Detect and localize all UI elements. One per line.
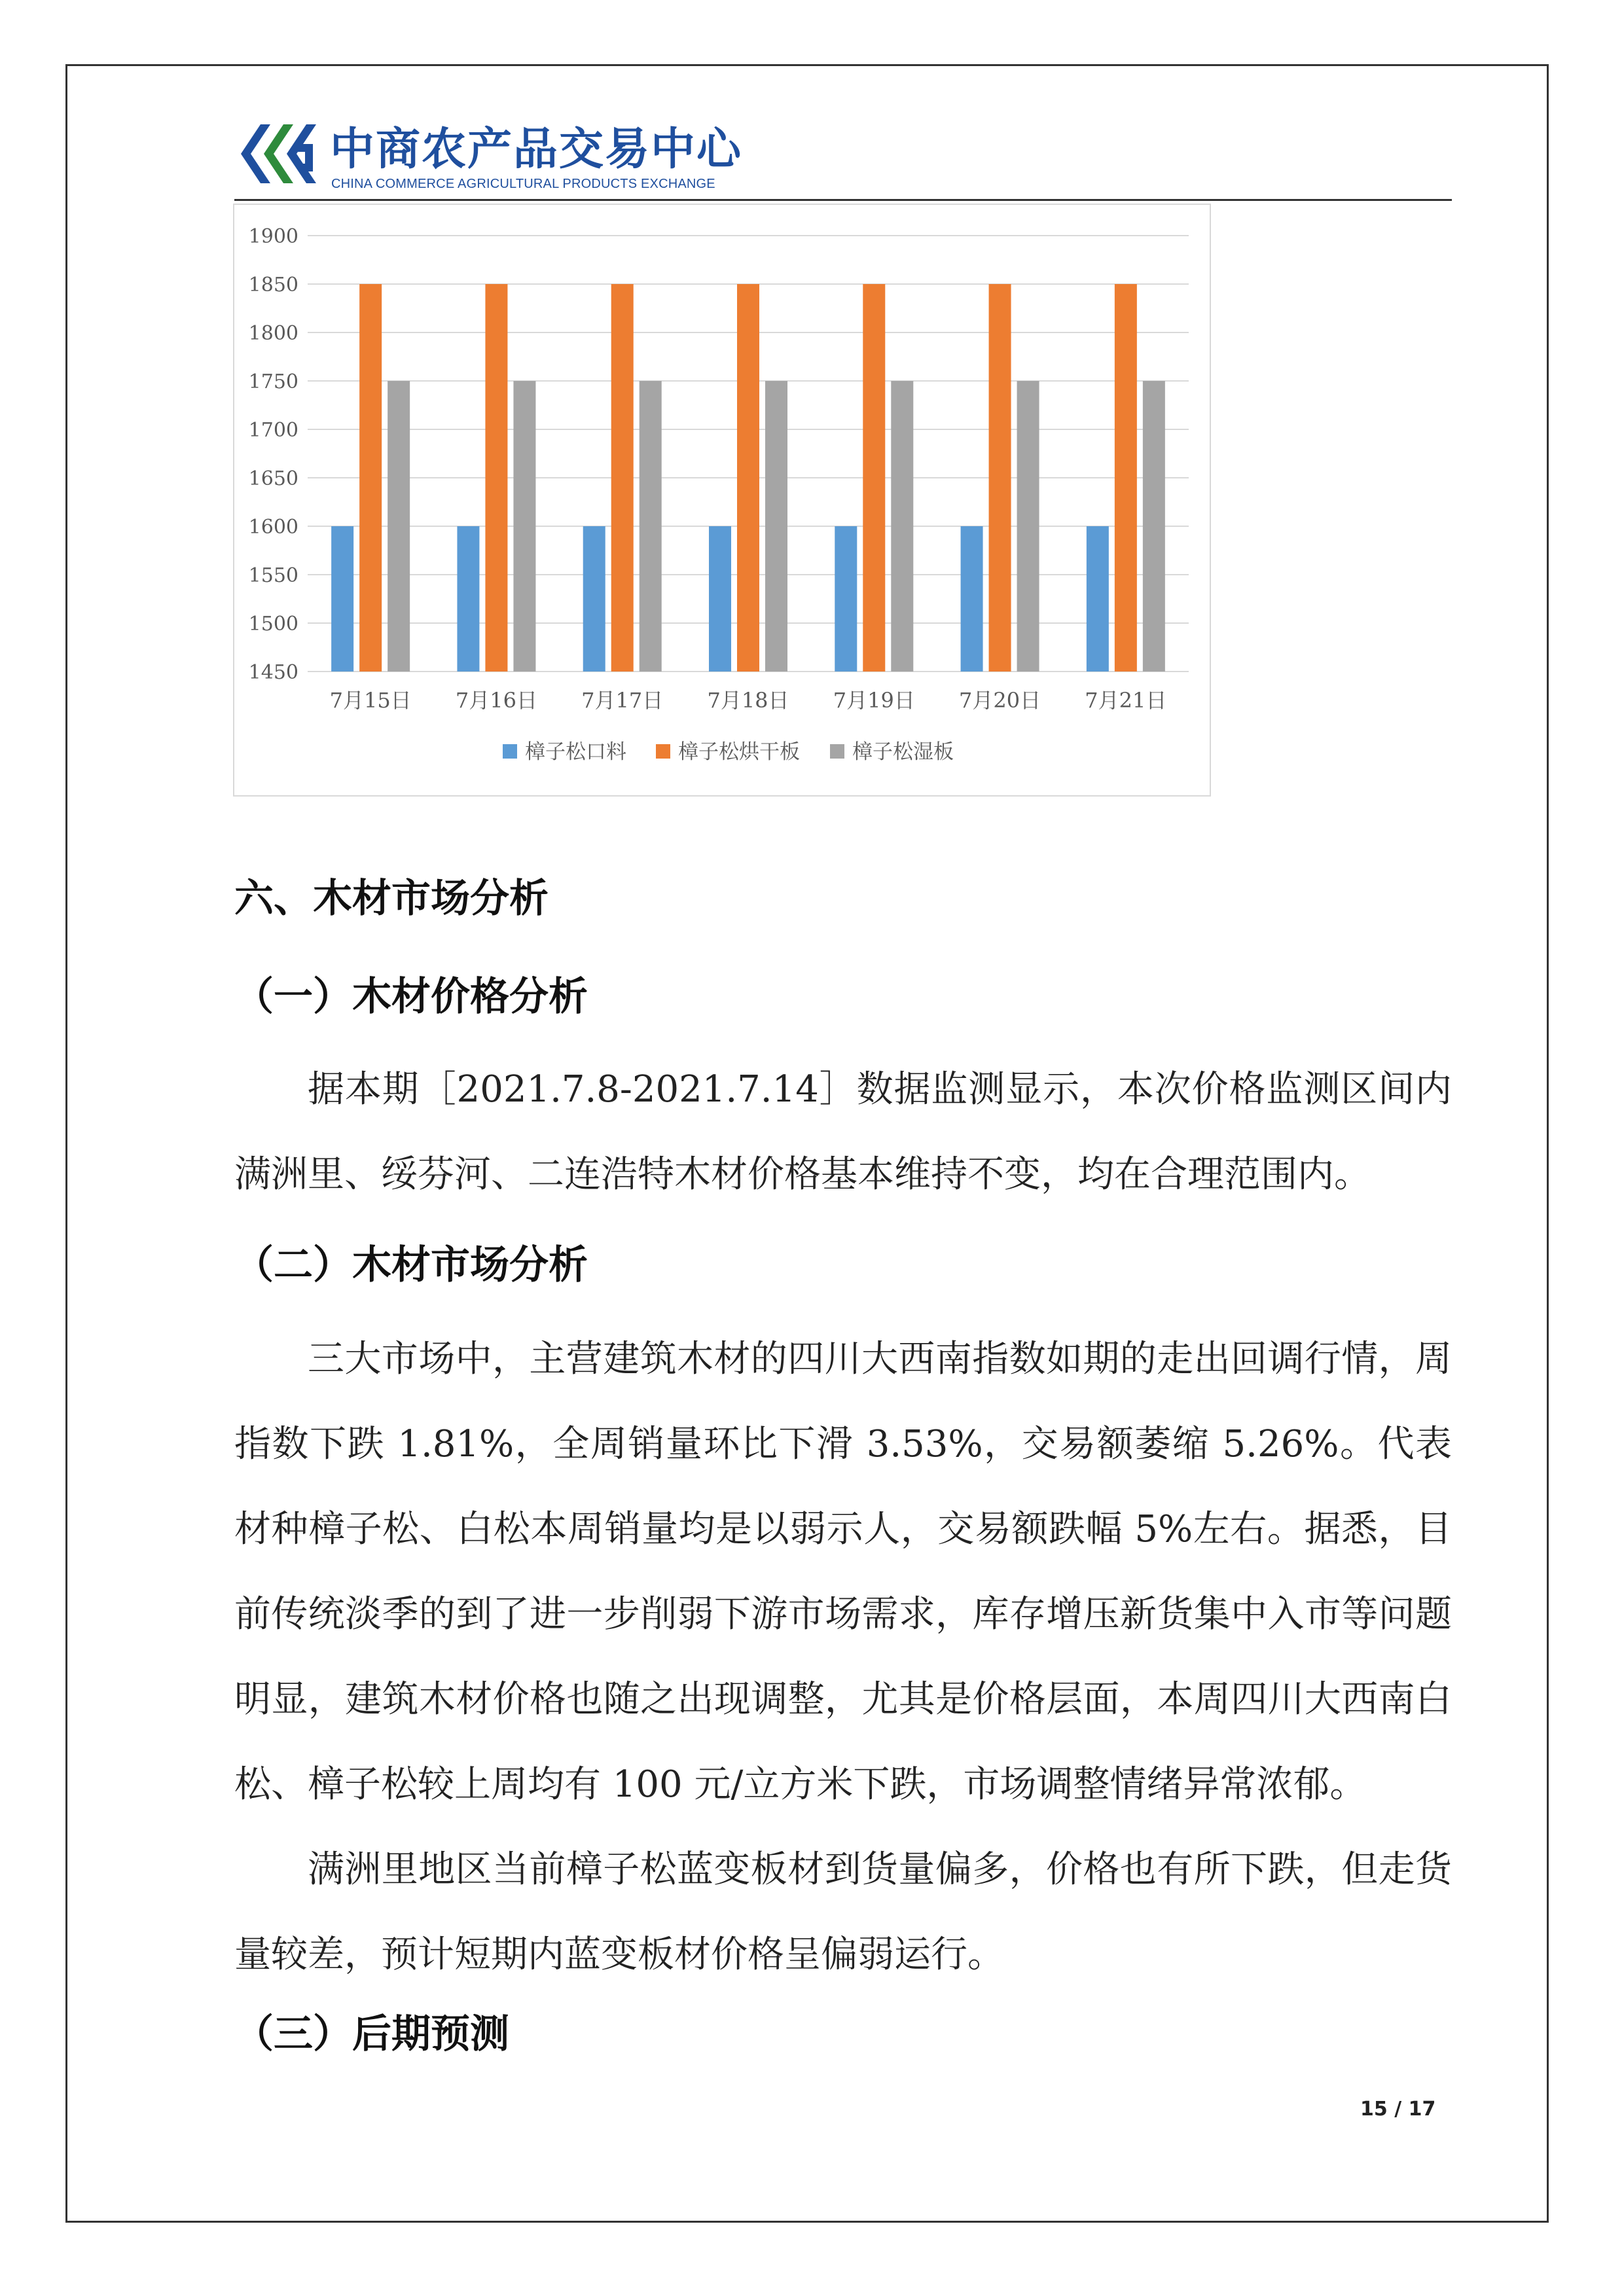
paragraph-market-analysis: 三大市场中，主营建筑木材的四川大西南指数如期的走出回调行情，周指数下跌 1.81%，全周销量环比下滑 3.53%，交易额萎缩 5.26%。代表材种樟子松、白松本周销量均是以弱示人，交易额跌幅 5%左右。据悉，目前传统淡季的到了进一步削弱下游市场需求，库存增压新货集中入市等问题明显，建筑木材价格也随之出现调整，尤其是价格层面，本周四川大西南白松、樟子松较上周均有 100 元/立方米下跌，市场调整情绪异常浓郁。 — [234, 1338, 1452, 1806]
bar — [989, 284, 1011, 672]
bar — [1017, 381, 1039, 672]
header-divider — [234, 199, 1452, 201]
bar — [640, 381, 662, 672]
y-tick-label: 1650 — [248, 467, 298, 490]
y-tick-label: 1550 — [248, 564, 298, 587]
subsection-title-price-analysis: （一）木材价格分析 — [234, 974, 588, 1020]
legend-label: 樟子松口料 — [525, 740, 626, 764]
bar — [765, 381, 787, 672]
legend-swatch — [656, 744, 670, 759]
subsection-title-forecast: （三）后期预测 — [234, 2011, 509, 2057]
bar — [388, 381, 410, 672]
bar — [513, 381, 535, 672]
bar — [1143, 381, 1165, 672]
bar — [1087, 526, 1109, 672]
y-tick-label: 1600 — [248, 516, 298, 539]
x-tick-label: 7月18日 — [707, 688, 789, 713]
logo-mark-icon — [234, 118, 323, 190]
legend-label: 樟子松烘干板 — [678, 740, 800, 764]
bar — [961, 526, 983, 672]
y-tick-label: 1800 — [248, 322, 298, 345]
paragraph-price-analysis: 据本期［2021.7.8-2021.7.14］数据监测显示，本次价格监测区间内满洲里、绥芬河、二连浩特木材价格基本维持不变，均在合理范围内。 — [234, 1068, 1452, 1196]
y-tick-label: 1750 — [248, 370, 298, 393]
company-logo — [234, 111, 743, 196]
price-chart — [233, 204, 1211, 797]
bar — [457, 526, 479, 672]
paragraph-manzhouli: 满洲里地区当前樟子松蓝变板材到货量偏多，价格也有所下跌，但走货量较差，预计短期内蓝变板材价格呈偏弱运行。 — [234, 1848, 1452, 1976]
logo-english-name: CHINA COMMERCE AGRICULTURAL PRODUCTS EXCHANGE — [331, 177, 715, 191]
bar — [1115, 284, 1137, 672]
bar — [863, 284, 885, 672]
bar — [709, 526, 731, 672]
legend-label: 樟子松湿板 — [852, 740, 954, 764]
bar — [891, 381, 913, 672]
y-tick-label: 1900 — [248, 225, 298, 248]
bar — [737, 284, 759, 672]
x-tick-label: 7月20日 — [959, 688, 1041, 713]
bar — [485, 284, 507, 672]
bar — [359, 284, 382, 672]
logo-chinese-name: 中商农产品交易中心 — [330, 124, 743, 175]
x-tick-label: 7月15日 — [329, 688, 412, 713]
legend-swatch — [503, 744, 517, 759]
bar — [611, 284, 634, 672]
x-tick-label: 7月21日 — [1085, 688, 1167, 713]
bar-chart — [234, 205, 1212, 798]
bar — [583, 526, 605, 672]
section-title-wood-market: 六、木材市场分析 — [234, 876, 549, 922]
y-tick-label: 1700 — [248, 419, 298, 442]
page-number: 15 / 17 — [1360, 2098, 1436, 2121]
x-tick-label: 7月16日 — [455, 688, 537, 713]
y-tick-label: 1450 — [248, 661, 298, 684]
bar — [331, 526, 353, 672]
x-tick-label: 7月17日 — [581, 688, 664, 713]
subsection-title-market-analysis: （二）木材市场分析 — [234, 1242, 588, 1288]
legend-swatch — [830, 744, 844, 759]
x-tick-label: 7月19日 — [833, 688, 915, 713]
y-tick-label: 1500 — [248, 613, 298, 636]
bar — [835, 526, 857, 672]
y-tick-label: 1850 — [248, 274, 298, 296]
